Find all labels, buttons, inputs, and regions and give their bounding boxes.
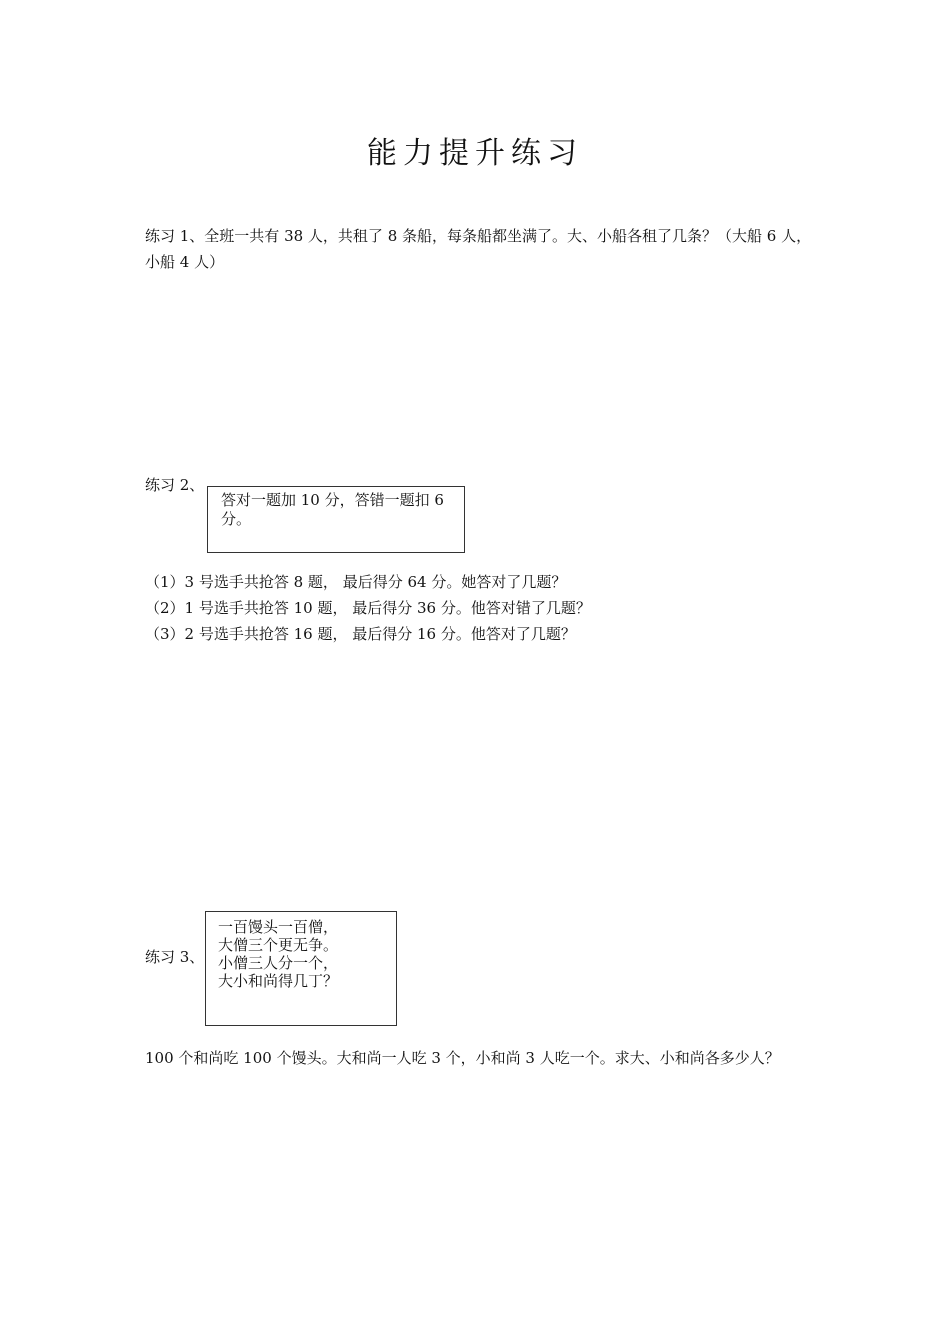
exercise-2-question-3: （3）2 号选手共抢答 16 题， 最后得分 16 分。他答对了几题？ — [145, 625, 576, 643]
exercise-3-poem-box — [205, 911, 397, 1026]
exercise-3-label: 练习 3、 — [145, 948, 205, 966]
poem-line-1: 一百馒头一百僧， — [218, 918, 339, 936]
exercise-2-question-2: （2）1 号选手共抢答 10 题， 最后得分 36 分。他答对错了几题？ — [145, 599, 591, 617]
poem-line-2: 大僧三个更无争。 — [218, 936, 339, 954]
exercise-2-label: 练习 2、 — [145, 476, 205, 494]
exercise-3-question: 100 个和尚吃 100 个馒头。大和尚一人吃 3 个，小和尚 3 人吃一个。求大、小和尚各多少人？ — [145, 1049, 780, 1067]
page-title: 能力提升练习 — [367, 136, 583, 171]
exercise-1-text: 练习 1、全班一共有 38 人，共租了 8 条船，每条船都坐满了。大、小船各租了几条？（大船 6 人，小船 4 人） — [145, 227, 812, 271]
poem-line-3: 小僧三人分一个， — [218, 954, 339, 972]
exercise-2-rule-box — [207, 486, 465, 553]
exercise-2-question-1: （1）3 号选手共抢答 8 题， 最后得分 64 分。她答对了几题？ — [145, 573, 567, 591]
poem-line-4: 大小和尚得几丁？ — [218, 972, 339, 990]
exercise-2-rule-text: 答对一题加 10 分，答错一题扣 6 分。 — [221, 491, 444, 528]
